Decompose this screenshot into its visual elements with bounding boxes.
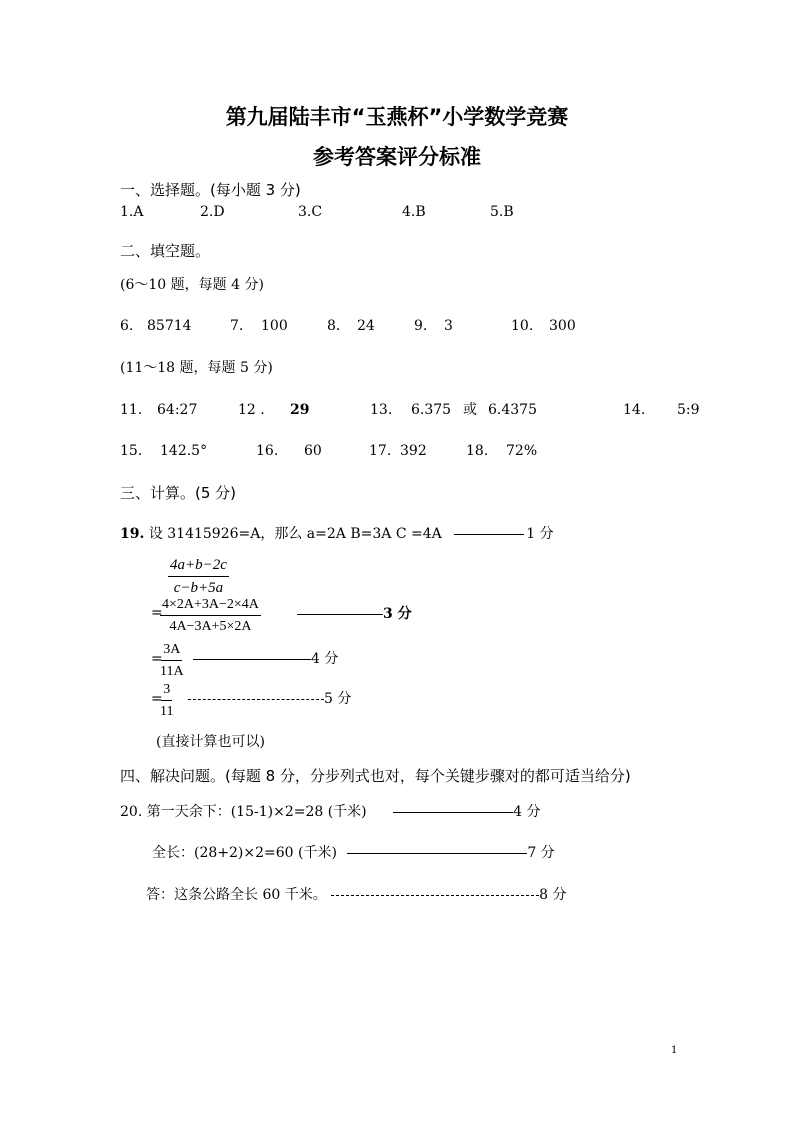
- s1-answer-3: 3.C: [298, 204, 323, 220]
- q13-answer2: 6.4375: [488, 402, 537, 418]
- section3-note: (直接计算也可以): [156, 734, 265, 750]
- q9-num: 9.: [414, 318, 428, 334]
- score-leader: [331, 895, 539, 896]
- expr-numerator: 4a+b−2c: [168, 557, 229, 577]
- score-leader: [297, 614, 383, 615]
- q19-score: 1 分: [526, 526, 554, 542]
- q20-line3-score: 8 分: [539, 887, 567, 903]
- q7-answer: 100: [261, 318, 288, 334]
- q20-line1: [120, 805, 540, 819]
- q13-answer: 6.375: [411, 402, 452, 418]
- page-title: 第九届陆丰市“玉燕杯”小学数学竞赛: [225, 105, 569, 129]
- score-leader: [188, 699, 324, 700]
- step2-fraction: [160, 642, 184, 680]
- step3-fraction: [160, 682, 173, 720]
- step1-numerator: 4×2A+3A−2×4A: [160, 597, 261, 616]
- page-subtitle: 参考答案评分标准: [313, 145, 481, 169]
- section3-heading: 三、计算。(5 分): [120, 484, 237, 502]
- q19-expression: [168, 557, 229, 597]
- q6-answer: 85714: [147, 318, 192, 334]
- step2-numerator: 3A: [161, 642, 182, 661]
- step1-denominator: 4A−3A+5×2A: [169, 619, 252, 634]
- q10-num: 10.: [511, 318, 534, 334]
- q15-answer: 142.5°: [160, 443, 208, 459]
- q6-num: 6.: [120, 318, 134, 334]
- section2-heading: 二、填空题。: [120, 242, 211, 260]
- q7-num: 7.: [230, 318, 244, 334]
- expr-denominator: c−b+5a: [173, 580, 224, 596]
- page-number: 1: [671, 1045, 678, 1056]
- s1-answer-1: 1.A: [120, 204, 144, 220]
- step3-denominator: 11: [160, 704, 174, 719]
- q12-num: 12 .: [238, 402, 265, 418]
- q12-answer: 29: [290, 402, 310, 418]
- step3-score-line: [188, 692, 351, 706]
- q18-num: 18.: [466, 443, 489, 459]
- q11-answer: 64:27: [157, 402, 198, 418]
- q16-num: 16.: [256, 443, 279, 459]
- q8-answer: 24: [357, 318, 375, 334]
- q20-line3: [146, 888, 567, 902]
- step1-fraction: [160, 597, 261, 635]
- score-leader: [393, 812, 513, 813]
- eq-sign-2: =: [151, 651, 163, 667]
- q19-line: [120, 527, 554, 541]
- step2-score: 4 分: [311, 651, 339, 667]
- s1-answer-5: 5.B: [490, 204, 514, 220]
- step2-denominator: 11A: [160, 664, 184, 679]
- score-leader: [193, 659, 311, 660]
- q19-text: 设 31415926=A，那么 a=2A B=3A C =4A: [148, 526, 442, 542]
- score-leader: [454, 534, 524, 535]
- step3-score: 5 分: [324, 691, 352, 707]
- q17-answer: 392: [400, 443, 427, 459]
- group2-note: (11～18 题，每题 5 分): [120, 360, 273, 376]
- q11-num: 11.: [120, 402, 143, 418]
- q15-num: 15.: [120, 443, 143, 459]
- q13-or: 或: [463, 402, 477, 418]
- q16-answer: 60: [304, 443, 322, 459]
- s1-answer-2: 2.D: [200, 204, 225, 220]
- q9-answer: 3: [444, 318, 453, 334]
- section1-heading: 一、选择题。(每小题 3 分): [120, 181, 301, 199]
- q8-num: 8.: [327, 318, 341, 334]
- step1-score: 3 分: [383, 606, 412, 622]
- q20-line2: [152, 846, 555, 860]
- eq-sign-3: =: [151, 691, 163, 707]
- step1-score-line: [297, 607, 412, 621]
- score-leader: [347, 853, 527, 854]
- q20-line2-text: 全长：(28+2)×2=60 (千米): [152, 845, 337, 861]
- q20-line1-text: 20. 第一天余下：(15-1)×2=28 (千米): [120, 804, 367, 820]
- q20-line2-score: 7 分: [527, 845, 555, 861]
- group1-note: (6～10 题，每题 4 分): [120, 277, 264, 293]
- q17-num: 17.: [369, 443, 392, 459]
- q18-answer: 72%: [506, 443, 538, 459]
- q13-num: 13.: [370, 402, 393, 418]
- q20-line3-text: 答：这条公路全长 60 千米。: [146, 887, 327, 903]
- section4-heading: 四、解决问题。(每题 8 分，分步列式也对，每个关键步骤对的都可适当给分): [120, 767, 631, 785]
- q20-line1-score: 4 分: [513, 804, 541, 820]
- q14-answer: 5:9: [677, 402, 700, 418]
- step3-numerator: 3: [161, 682, 172, 701]
- s1-answer-4: 4.B: [402, 204, 426, 220]
- q14-num: 14.: [623, 402, 646, 418]
- q19-num: 19.: [120, 526, 145, 542]
- eq-sign-1: =: [151, 605, 163, 621]
- q10-answer: 300: [549, 318, 576, 334]
- step2-score-line: [193, 652, 338, 666]
